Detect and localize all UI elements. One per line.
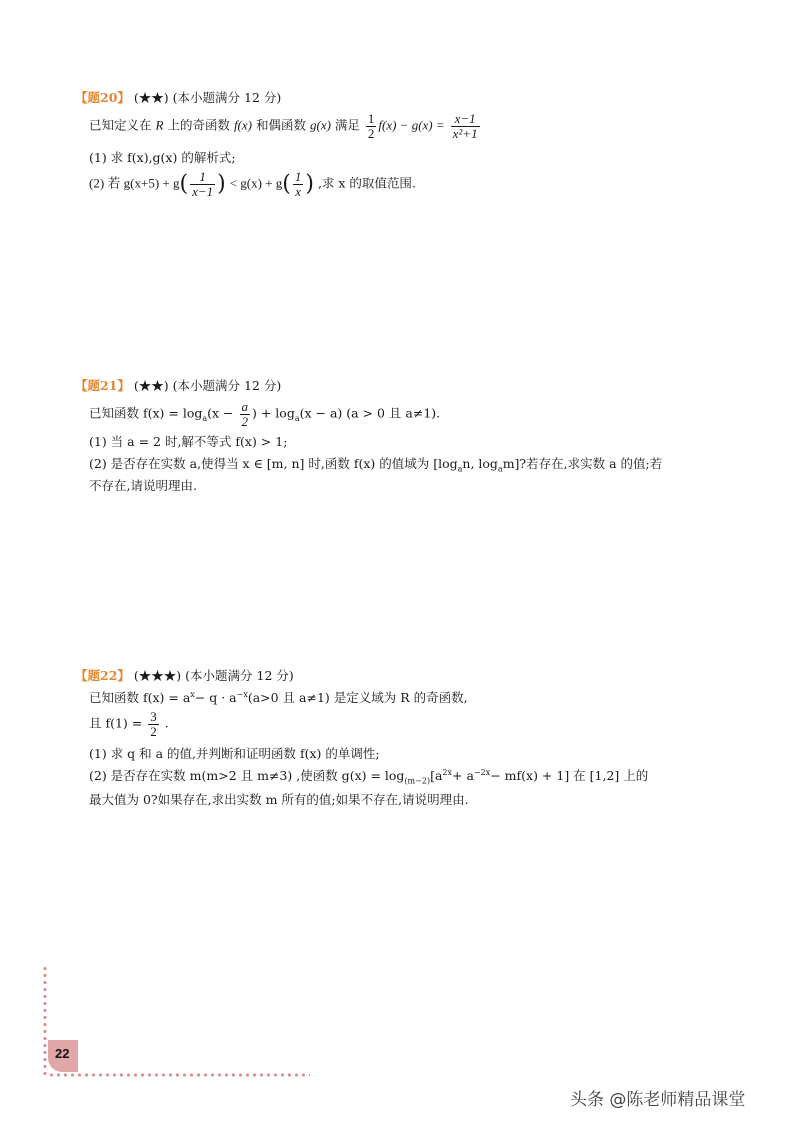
problem-20-q1: (1) 求 f(x),g(x) 的解析式; xyxy=(89,150,236,165)
subscript: a xyxy=(497,464,503,474)
q2-text: (2) 是否存在实数 a,使得当 x ∈ [m, n] 时,函数 f(x) 的值域为 [log xyxy=(89,456,458,471)
problem-21-q2 xyxy=(89,454,662,474)
q2-text: − mf(x) + 1] 在 [1,2] 上的 xyxy=(490,768,649,783)
stem-text: ) + log xyxy=(252,405,295,421)
fraction xyxy=(451,112,480,140)
q2-text: n, log xyxy=(462,456,498,471)
superscript: −2x xyxy=(473,767,491,777)
problem-label: 题20 xyxy=(87,90,118,105)
watermark: 头条 @陈老师精品课堂 xyxy=(570,1090,746,1110)
subscript: a xyxy=(202,414,208,424)
superscript: x xyxy=(190,689,195,699)
subscript: (m−2) xyxy=(404,776,431,786)
fraction xyxy=(190,170,215,198)
score-note: (本小题满分 12 分) xyxy=(172,90,282,105)
fraction-denominator: 2 xyxy=(367,125,375,141)
paren-open: ( xyxy=(179,171,189,197)
fraction-numerator: 1 xyxy=(294,169,302,184)
stem-text: 满足 xyxy=(334,117,360,133)
fraction-denominator: x²+1 xyxy=(452,125,478,141)
fraction-denominator: 2 xyxy=(241,413,248,429)
dotted-border-vertical xyxy=(43,965,47,1075)
dotted-border-horizontal xyxy=(48,1073,310,1077)
page-number: 22 xyxy=(55,1046,70,1061)
problem-22-q2-continued: 最大值为 0?如果存在,求出实数 m 所有的值;如果不存在,请说明理由. xyxy=(89,792,469,807)
fraction-denominator: 2 xyxy=(150,723,157,739)
problem-22-header xyxy=(75,666,294,684)
difficulty-stars: (★★★) xyxy=(133,668,182,683)
difficulty-stars: (★★) xyxy=(133,378,169,393)
problem-22-stem xyxy=(89,688,468,706)
problem-21-q1: (1) 当 a = 2 时,解不等式 f(x) > 1; xyxy=(89,434,288,449)
stem-math: f(x) xyxy=(233,117,252,133)
stem-text: 已知函数 f(x) = log xyxy=(89,405,203,421)
paren-open: ( xyxy=(282,171,291,197)
q2-text: (2) 若 g(x+5) + g xyxy=(89,175,180,191)
bracket-open: 【 xyxy=(75,378,88,393)
given-text: . xyxy=(164,715,169,731)
given-text: 且 f(1) = xyxy=(89,715,143,731)
subscript: a xyxy=(294,414,300,424)
bracket-close: 】 xyxy=(117,668,130,683)
stem-text: 已知定义在 xyxy=(89,117,152,133)
bracket-close: 】 xyxy=(117,90,130,105)
problem-label: 题22 xyxy=(87,668,118,683)
bracket-close: 】 xyxy=(117,378,130,393)
paren-close: ) xyxy=(217,171,226,197)
problem-21-header xyxy=(75,376,281,394)
fraction xyxy=(366,112,377,140)
score-note: (本小题满分 12 分) xyxy=(172,378,282,393)
stem-text: (x − xyxy=(207,405,234,421)
problem-20-header xyxy=(75,88,281,106)
stem-math: R xyxy=(155,117,164,133)
stem-text: (a>0 且 a≠1) 是定义域为 R 的奇函数, xyxy=(247,690,468,705)
stem-text: 和偶函数 xyxy=(255,117,306,133)
problem-22-given xyxy=(89,710,169,738)
fraction xyxy=(293,170,304,198)
fraction-numerator: a xyxy=(241,399,248,414)
problem-20-q2 xyxy=(89,170,416,198)
bracket-open: 【 xyxy=(75,90,88,105)
stem-text: (x − a) (a > 0 且 a≠1). xyxy=(299,405,441,421)
q2-text: + a xyxy=(452,768,474,783)
difficulty-stars: (★★) xyxy=(133,90,169,105)
problem-22-q1: (1) 求 q 和 a 的值,并判断和证明函数 f(x) 的单调性; xyxy=(89,746,380,761)
q2-text: [a xyxy=(430,768,443,783)
problem-20-stem xyxy=(89,112,482,140)
q2-text: m]?若存在,求实数 a 的值;若 xyxy=(502,456,663,471)
fraction xyxy=(148,710,159,738)
superscript: 2x xyxy=(442,767,453,777)
paren-close: ) xyxy=(305,171,314,197)
problem-21-q2-continued: 不存在,请说明理由. xyxy=(89,478,197,493)
stem-text: − q · a xyxy=(194,690,237,705)
subscript: a xyxy=(457,464,463,474)
stem-text: 已知函数 f(x) = a xyxy=(89,690,191,705)
fraction-numerator: x−1 xyxy=(451,112,480,127)
bracket-open: 【 xyxy=(75,668,88,683)
q2-text: < g(x) + g xyxy=(229,175,283,191)
fraction-numerator: 1 xyxy=(367,111,375,126)
fraction-numerator: 1 xyxy=(190,170,215,185)
fraction-denominator: x xyxy=(295,183,302,199)
stem-math: g(x) xyxy=(309,117,331,133)
stem-text: 上的奇函数 xyxy=(167,117,230,133)
problem-21-stem xyxy=(89,400,440,428)
score-note: (本小题满分 12 分) xyxy=(185,668,294,683)
problem-22-q2 xyxy=(89,766,648,786)
equation-text: f(x) − g(x) = xyxy=(378,117,445,133)
fraction-numerator: 3 xyxy=(150,709,157,724)
q2-text: ,求 x 的取值范围. xyxy=(317,175,416,191)
fraction xyxy=(240,400,251,428)
fraction-denominator: x−1 xyxy=(192,183,214,199)
q2-text: (2) 是否存在实数 m(m>2 且 m≠3) ,使函数 g(x) = log xyxy=(89,768,405,783)
problem-label: 题21 xyxy=(87,378,118,393)
superscript: −x xyxy=(236,689,248,699)
